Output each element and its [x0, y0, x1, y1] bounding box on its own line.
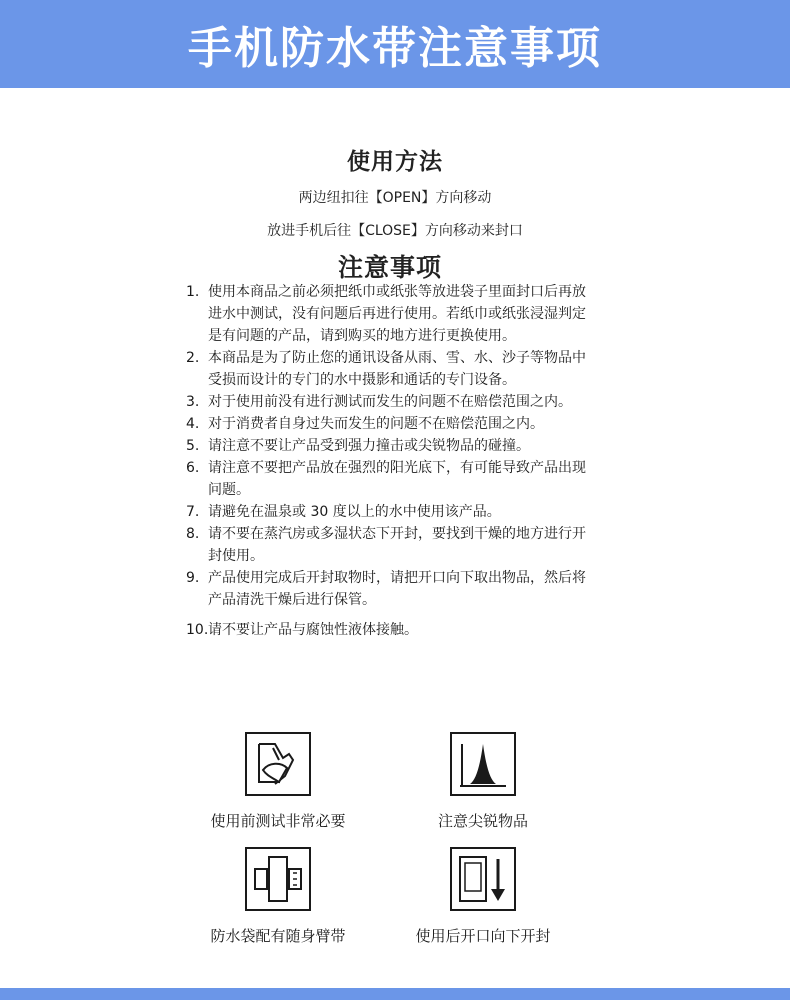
icon-panel-test: [168, 732, 388, 831]
note-text: 请避免在温泉或 30 度以上的水中使用该产品。: [208, 504, 501, 520]
note-text: 请注意不要把产品放在强烈的阳光底下，有可能导致产品出现问题。: [208, 460, 586, 498]
note-item: [186, 391, 586, 413]
usage-step-close: 放进手机后往【CLOSE】方向移动来封口: [267, 223, 523, 239]
note-item: [186, 457, 586, 501]
note-number: 10.: [186, 622, 209, 638]
usage-step-open: 两边纽扣往【OPEN】方向移动: [298, 190, 492, 206]
note-text: 请不要让产品与腐蚀性液体接触。: [208, 622, 418, 638]
note-number: 4.: [186, 416, 200, 432]
note-item: [186, 501, 586, 523]
icon-panel-open-down: [373, 847, 593, 946]
note-number: 6.: [186, 460, 200, 476]
note-item: [186, 281, 586, 347]
note-number: 2.: [186, 350, 200, 366]
test-before-use-icon: [245, 732, 311, 796]
usage-heading: 使用方法: [347, 149, 443, 175]
open-downward-icon: [450, 847, 516, 911]
note-text: 对于使用前没有进行测试而发生的问题不在赔偿范围之内。: [208, 394, 572, 410]
note-number: 1.: [186, 284, 200, 300]
notes-list: [186, 281, 586, 641]
note-number: 9.: [186, 570, 200, 586]
note-number: 8.: [186, 526, 200, 542]
icon-caption: 注意尖锐物品: [437, 812, 528, 830]
notes-heading: 注意事项: [337, 253, 442, 282]
note-text: 对于消费者自身过失而发生的问题不在赔偿范围之内。: [208, 416, 544, 432]
note-item: [186, 567, 586, 611]
note-text: 产品使用完成后开封取物时，请把开口向下取出物品，然后将产品清洗干燥后进行保管。: [208, 570, 586, 608]
icon-panel-sharp: [373, 732, 593, 831]
icon-caption: 防水袋配有随身臂带: [210, 927, 346, 945]
sharp-object-warning-icon: [450, 732, 516, 796]
note-item: [186, 523, 586, 567]
note-text: 使用本商品之前必须把纸巾或纸张等放进袋子里面封口后再放进水中测试，没有问题后再进行使用。若纸巾或纸张浸湿判定是有问题的产品，请到购买的地方进行更换使用。: [208, 284, 586, 344]
note-number: 5.: [186, 438, 200, 454]
note-item: [186, 413, 586, 435]
title-banner: [0, 0, 790, 88]
note-number: 7.: [186, 504, 200, 520]
icon-caption: 使用前测试非常必要: [210, 812, 346, 830]
note-number: 3.: [186, 394, 200, 410]
note-text: 本商品是为了防止您的通讯设备从雨、雪、水、沙子等物品中受损而设计的专门的水中摄影和通话的专门设备。: [208, 350, 586, 388]
icon-panel-armband: [168, 847, 388, 946]
note-item: [186, 619, 586, 641]
note-item: [186, 347, 586, 391]
icon-caption: 使用后开口向下开封: [415, 927, 551, 945]
note-item: [186, 435, 586, 457]
note-text: 请注意不要让产品受到强力撞击或尖锐物品的碰撞。: [208, 438, 530, 454]
note-text: 请不要在蒸汽房或多湿状态下开封，要找到干燥的地方进行开封使用。: [208, 526, 586, 564]
armband-icon: [245, 847, 311, 911]
bottom-bar: [0, 988, 790, 1000]
page-title: 手机防水带注意事项: [188, 23, 602, 74]
